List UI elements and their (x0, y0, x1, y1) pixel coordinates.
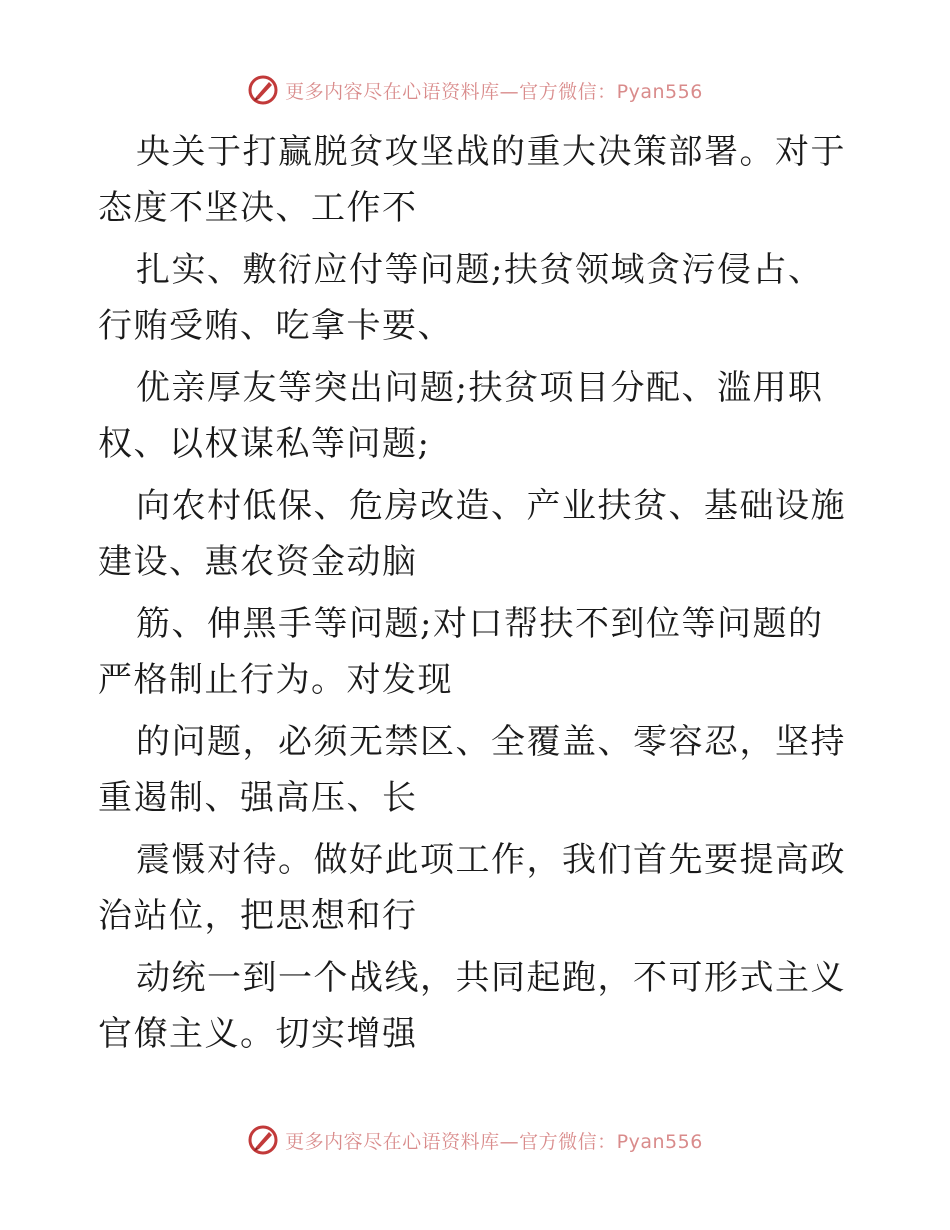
paragraph: 向农村低保、危房改造、产业扶贫、基础设施建设、惠农资金动脑 (98, 486, 846, 582)
watermark-text: 更多内容尽在心语资料库—官方微信：Pyan556 (285, 80, 703, 103)
paragraph: 动统一到一个战线，共同起跑，不可形式主义官僚主义。切实增强 (98, 958, 846, 1054)
paragraph: 筋、伸黑手等问题;对口帮扶不到位等问题的严格制止行为。对发现 (98, 604, 824, 700)
footer-watermark (0, 1120, 950, 1160)
watermark-text: 更多内容尽在心语资料库—官方微信：Pyan556 (285, 1130, 703, 1153)
paragraph: 央关于打赢脱贫攻坚战的重大决策部署。对于态度不坚决、工作不 (98, 132, 846, 228)
quill-logo-icon (247, 74, 279, 106)
document-body (98, 124, 858, 1062)
paragraph: 优亲厚友等突出问题;扶贫项目分配、滥用职权、以权谋私等问题; (98, 368, 824, 464)
header-watermark (0, 70, 950, 110)
paragraph: 震慑对待。做好此项工作，我们首先要提高政治站位，把思想和行 (98, 840, 846, 936)
quill-logo-icon (247, 1124, 279, 1156)
paragraph: 的问题，必须无禁区、全覆盖、零容忍，坚持重遏制、强高压、长 (98, 722, 846, 818)
paragraph: 扎实、敷衍应付等问题;扶贫领域贪污侵占、行贿受贿、吃拿卡要、 (98, 250, 824, 346)
